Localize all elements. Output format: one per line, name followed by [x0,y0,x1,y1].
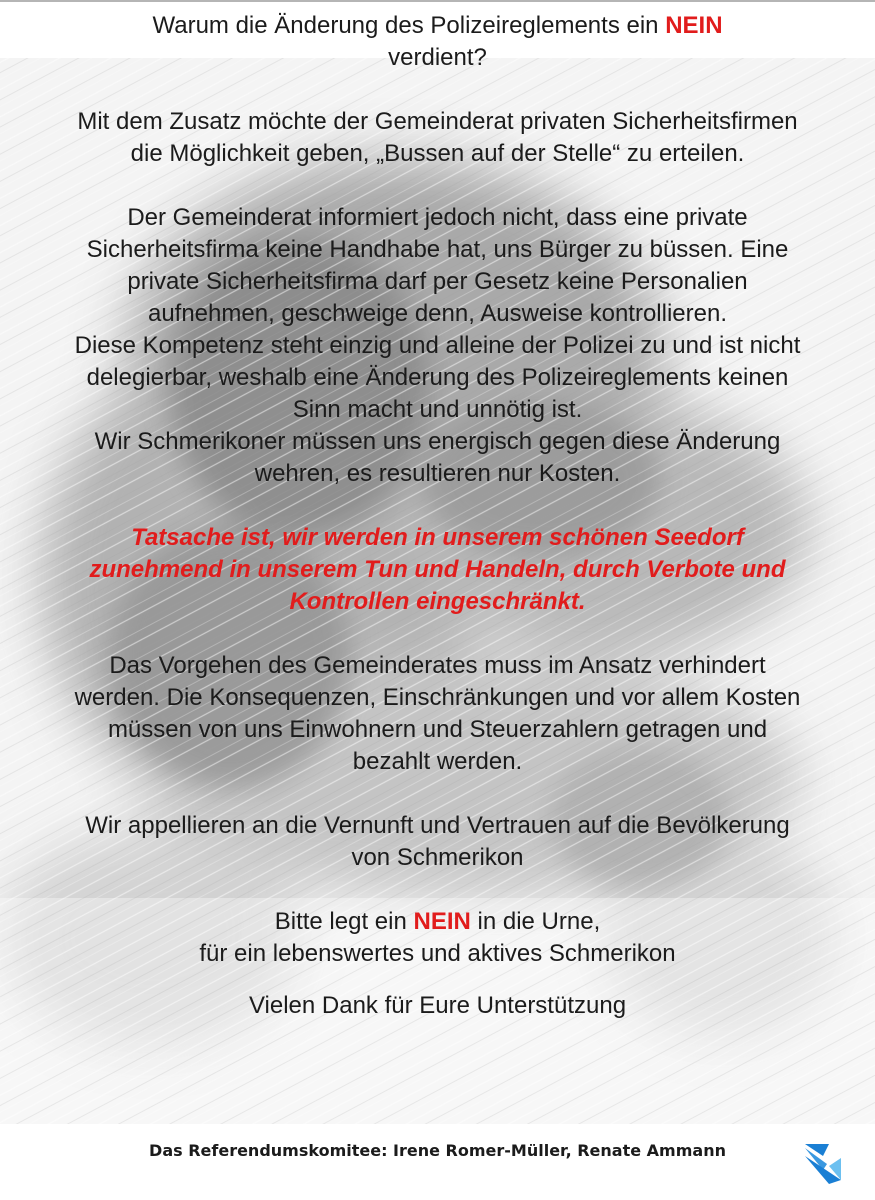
title-text-end: verdient? [388,44,487,71]
vote-request-text: Bitte legt ein [274,908,407,935]
title-text: Warum die Änderung des Polizeireglements ein [152,12,659,39]
info-paragraph-3: Wir Schmerikoner müssen uns energisch gegen diese Änderung wehren, es resultieren nur Kosten. [94,428,781,487]
top-border-line [0,0,875,2]
committee-logo-icon [803,1142,843,1186]
vote-request-highlight-nein: NEIN [413,908,471,935]
committee-signature: Das Referendumskomitee: Irene Romer-Müller, Renate Ammann [149,1141,726,1160]
footer [0,1128,875,1200]
flyer-title [70,10,805,74]
vote-request [70,906,805,970]
consequence-paragraph: Das Vorgehen des Gemeinderates muss im Ansatz verhindert werden. Die Konsequenzen, Einschränkungen und vor allem Kosten müssen von uns Einwohnern und Steuerzahlern getragen und bezahlt werden. [74,652,801,775]
intro-paragraph: Mit dem Zusatz möchte der Gemeinderat privaten Sicherheitsfirmen die Möglichkeit geben, „Bussen auf der Stelle“ zu erteilen. [77,108,798,167]
thanks-line: Vielen Dank für Eure Unterstützung [248,992,627,1019]
flyer-content [70,10,805,1022]
vote-request-text-end: in die Urne, [477,908,601,935]
emphasis-paragraph: Tatsache ist, wir werden in unserem schönen Seedorf zunehmend in unserem Tun und Handeln, durch Verbote und Kontrollen eingeschränkt. [89,524,786,615]
info-paragraph-1: Der Gemeinderat informiert jedoch nicht, dass eine private Sicherheitsfirma keine Handhabe hat, uns Bürger zu büssen. Eine private Sicherheitsfirma darf per Gesetz keine Personalien aufnehmen, geschweige denn, Ausweise kontrollieren. [86,204,789,327]
appeal-paragraph: Wir appellieren an die Vernunft und Vertrauen auf die Bevölkerung von Schmerikon [85,812,790,871]
title-highlight-nein: NEIN [665,12,723,39]
vote-request-line-2: für ein lebenswertes und aktives Schmerikon [199,940,676,967]
info-paragraph-2: Diese Kompetenz steht einzig und alleine der Polizei zu und ist nicht delegierbar, weshalb eine Änderung des Polizeireglements keinen Sinn macht und unnötig ist. [74,332,801,423]
